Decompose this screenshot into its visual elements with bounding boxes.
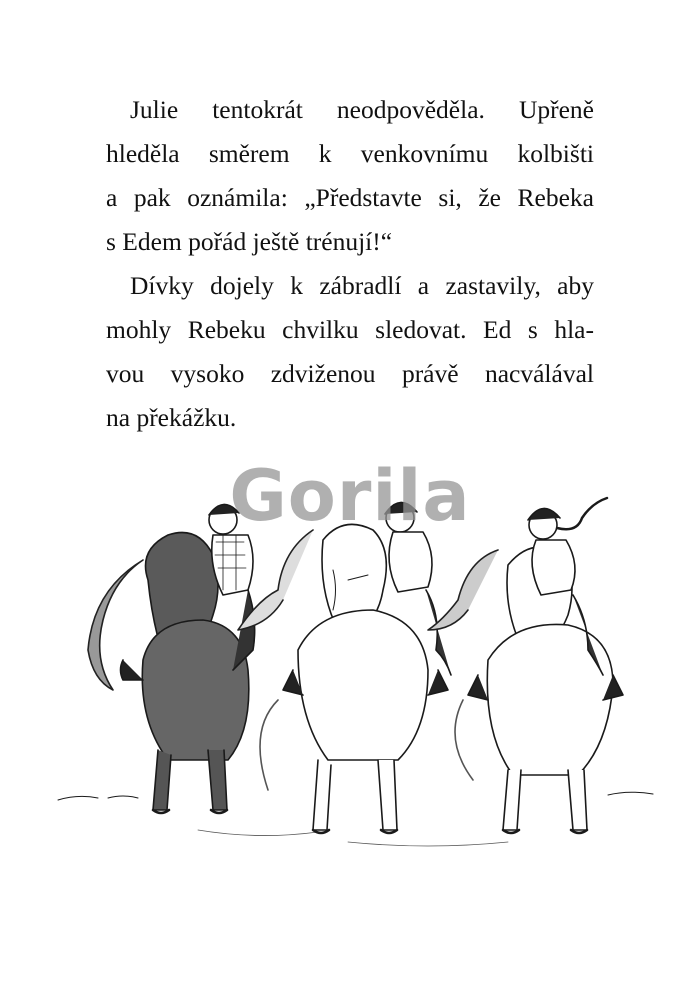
paragraph-1 bbox=[106, 88, 594, 264]
text-line: s Edem pořád ještě trénují!“ bbox=[106, 227, 393, 256]
riders-illustration bbox=[48, 470, 668, 870]
text-line: Dívky dojely k zábradlí a zastavily, aby bbox=[130, 271, 594, 300]
text-line: hleděla směrem k venkovnímu kolbišti bbox=[106, 139, 594, 168]
body-text bbox=[106, 88, 594, 440]
text-line: a pak oznámila: „Představte si, že Rebeka bbox=[106, 183, 594, 212]
text-line: vou vysoko zdviženou právě nacválával bbox=[106, 359, 594, 388]
text-line: na překážku. bbox=[106, 403, 237, 432]
right-horse bbox=[428, 498, 623, 833]
left-horse bbox=[88, 504, 255, 813]
paragraph-2 bbox=[106, 264, 594, 440]
watermark: Gorila bbox=[229, 455, 471, 537]
text-line: Julie tentokrát neodpověděla. Upřeně bbox=[130, 95, 594, 124]
text-line: mohly Rebeku chvilku sledovat. Ed s hla- bbox=[106, 315, 594, 344]
center-horse bbox=[238, 502, 451, 833]
